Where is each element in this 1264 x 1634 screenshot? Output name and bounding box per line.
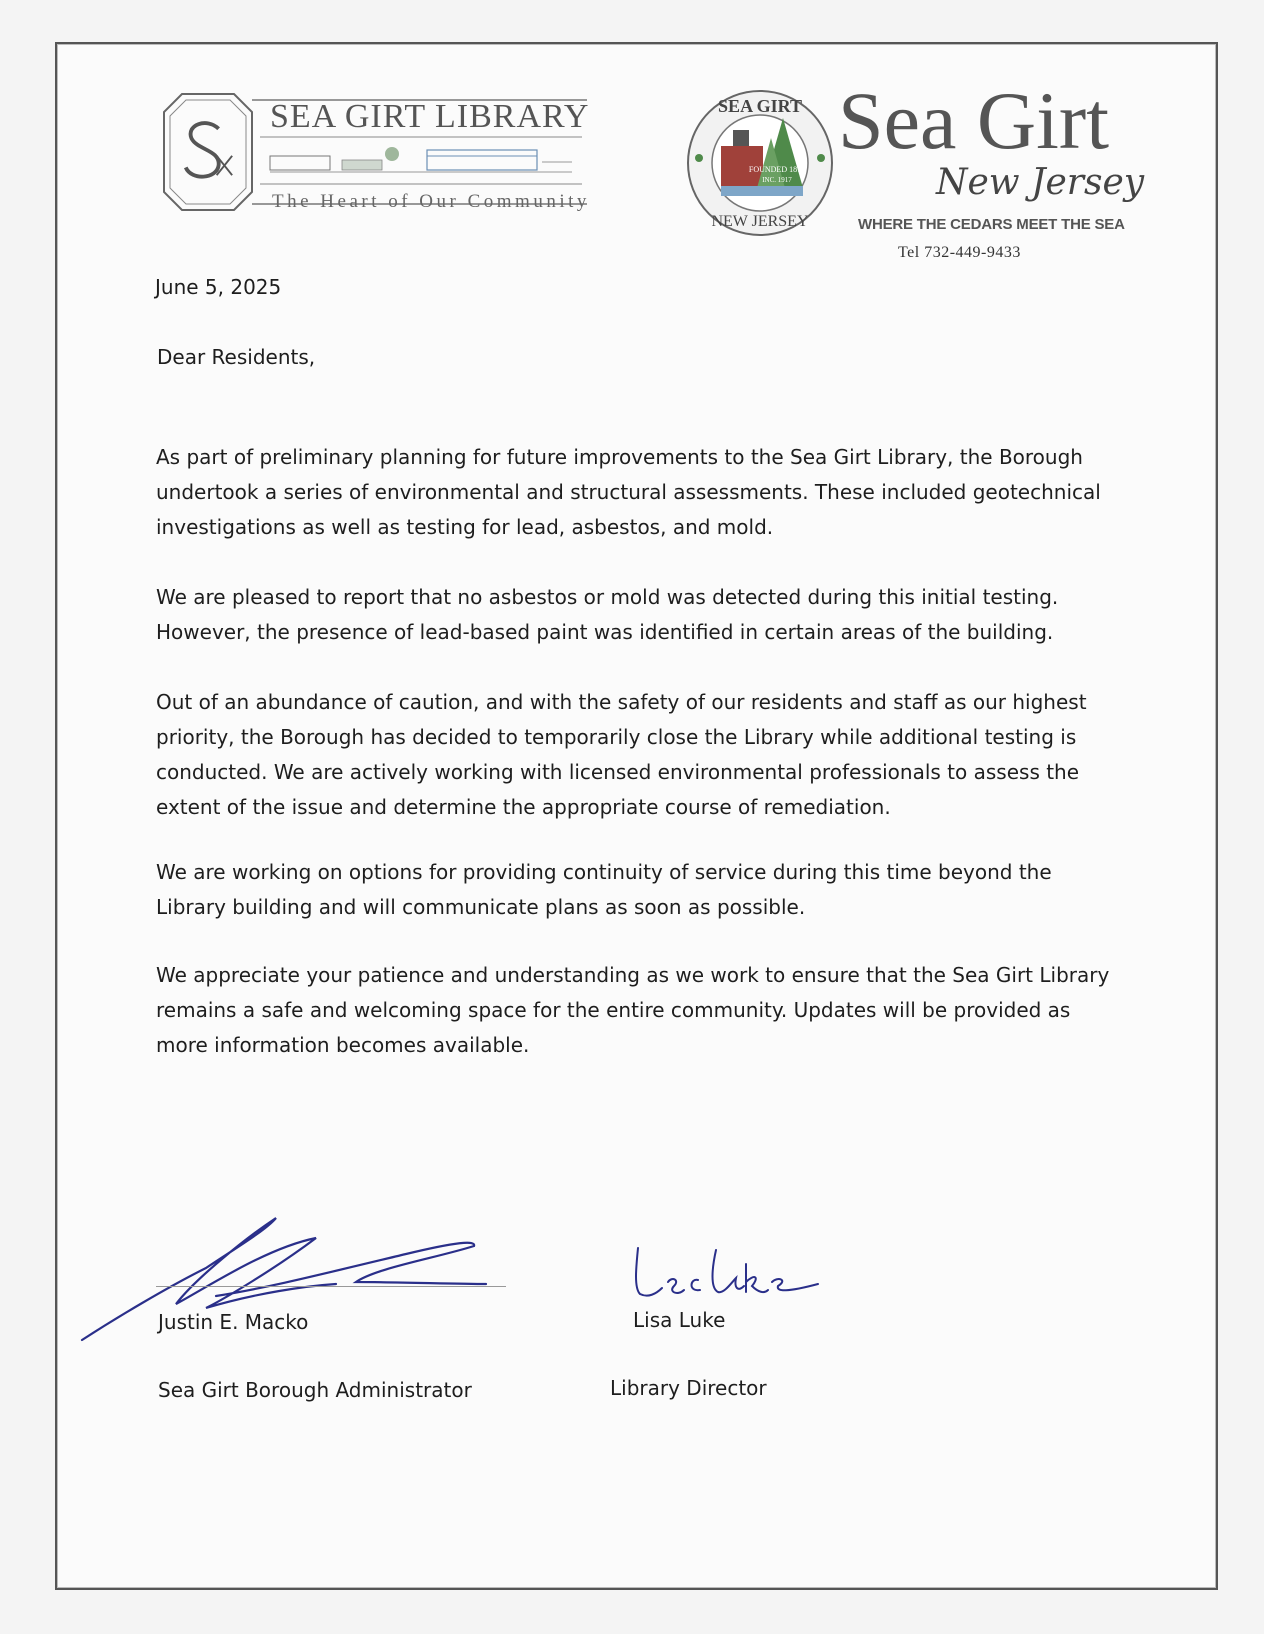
signer-title: Library Director: [610, 1376, 767, 1400]
signature-line: [156, 1286, 506, 1287]
signature-luke: [628, 1238, 828, 1308]
library-name: SEA GIRT LIBRARY: [270, 98, 590, 135]
town-name: Sea Girt: [838, 75, 1109, 166]
seal-top-text: SEA GIRT: [718, 96, 802, 116]
letter-date: June 5, 2025: [155, 275, 282, 299]
borough-seal-icon: [685, 88, 835, 238]
letter-salutation: Dear Residents,: [157, 345, 316, 369]
signer-title: Sea Girt Borough Administrator: [158, 1378, 472, 1402]
letter-paragraph: We are working on options for providing continuity of service during this time beyond the Library building and will communicate plans as soon as possible.: [156, 860, 1052, 919]
letter-paragraph: As part of preliminary planning for future improvements to the Sea Girt Library, the Borough undertook a series of environmental and structural assessments. These included geotechnical investigations as well as testing for lead, asbestos, and mold.: [156, 445, 1101, 539]
library-tagline: The Heart of Our Community: [272, 191, 590, 212]
seal-inc-text: INC. 1917: [762, 176, 792, 184]
letter-paragraph: We appreciate your patience and understanding as we work to ensure that the Sea Girt Library remains a safe and welcoming space for the entire community. Updates will be provided as more information becomes available.: [156, 963, 1110, 1057]
signer-name: Justin E. Macko: [158, 1310, 309, 1334]
signer-name: Lisa Luke: [633, 1308, 726, 1332]
town-slogan: WHERE THE CEDARS MEET THE SEA: [858, 216, 1125, 233]
letter-paragraph: Out of an abundance of caution, and with the safety of our residents and staff as our highest priority, the Borough has decided to temporarily close the Library while additional testing is conducted. We are actively working with licensed environmental professionals to assess the extent of the issue and determine the appropriate course of remediation.: [156, 690, 1087, 819]
seal-founded-text: FOUNDED 1875: [748, 165, 806, 174]
seal-bottom-text: NEW JERSEY: [711, 213, 809, 230]
letter-paragraph: We are pleased to report that no asbestos or mold was detected during this initial testing. However, the presence of lead-based paint was identified in certain areas of the building.: [156, 585, 1059, 644]
town-state: New Jersey: [936, 162, 1145, 203]
town-telephone: Tel 732-449-9433: [898, 244, 1021, 261]
library-monogram-icon: [178, 116, 236, 186]
